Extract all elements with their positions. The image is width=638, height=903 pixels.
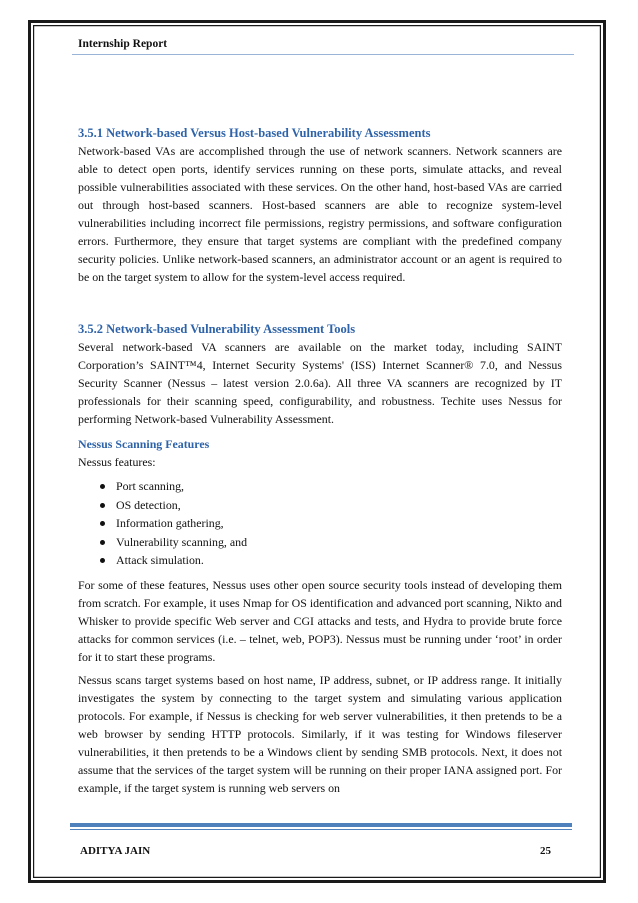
running-header: Internship Report <box>78 38 168 50</box>
section-heading-3-5-2: 3.5.2 Network-based Vulnerability Assessment Tools <box>78 322 356 336</box>
features-list <box>78 477 562 570</box>
section-spacer <box>78 286 562 320</box>
document-body <box>78 124 562 797</box>
list-item: Port scanning, <box>78 477 562 496</box>
header-rule <box>72 54 574 55</box>
list-item: Information gathering, <box>78 514 562 533</box>
footer-rule-thin <box>70 829 572 830</box>
features-intro: Nessus features: <box>78 455 156 469</box>
page-number: 25 <box>540 845 551 857</box>
section-3-5-1-paragraph: Network-based VAs are accomplished through the use of network scanners. Network scanners are able to detect open ports, identify services running on these ports, simulate attacks, and reveal possible vulnerabilities associated with these services. On the other hand, host-based VAs are carried out through host-based scanners. Host-based scanners are able to recognize system-level vulnerabilities including incorrect file permissions, registry permissions, and software configuration errors. Furthermore, they ensure that target systems are compliant with the predefined company security policies. Unlike network-based scanners, an administrator account or an agent is required to be on the target system to allow for the system-level access required. <box>78 144 562 284</box>
list-item: OS detection, <box>78 496 562 515</box>
subheading-scanning-features: Nessus Scanning Features <box>78 437 210 451</box>
list-item: Attack simulation. <box>78 551 562 570</box>
paragraph-scanning-method: Nessus scans target systems based on host name, IP address, subnet, or IP address range. It initially investigates the system by connecting to the target system and simulating various application protocols. For example, if Nessus is checking for web server vulnerabilities, it then pretends to be a web browser by sending HTTP protocols. Similarly, if it was testing for Windows fileserver vulnerabilities, it then pretends to be a Windows client by sending SMB protocols. Next, it does not assume that the services of the target system will be running on their proper IANA assigned port. For example, if the target system is running web servers on <box>78 672 562 795</box>
footer-rule <box>70 823 572 827</box>
list-item: Vulnerability scanning, and <box>78 533 562 552</box>
paragraph-open-source-tools: For some of these features, Nessus uses other open source security tools instead of developing them from scratch. For example, it uses Nmap for OS identification and advanced port scanning, Nikto and Whisker to provide specific Web server and CGI attacks and tests, and Hydra to provide brute force attacks for common services (i.e. – telnet, web, POP3). Nessus must be running under ‘root’ in order for it to start these programs. <box>78 577 562 664</box>
section-3-5-2-paragraph: Several network-based VA scanners are available on the market today, including SAINT Corporation’s SAINT™4, Internet Security Systems' (ISS) Internet Scanner® 7.0, and Nessus Security Scanner (Nessus – latest version 2.0.6a). All three VA scanners are recognized by IT professionals for their scanning speed, configurability, and robustness. Techite uses Nessus for performing Network-based Vulnerability Assessment. <box>78 340 562 426</box>
footer-author: ADITYA JAIN <box>80 845 151 857</box>
section-heading-3-5-1: 3.5.1 Network-based Versus Host-based Vulnerability Assessments <box>78 126 431 140</box>
